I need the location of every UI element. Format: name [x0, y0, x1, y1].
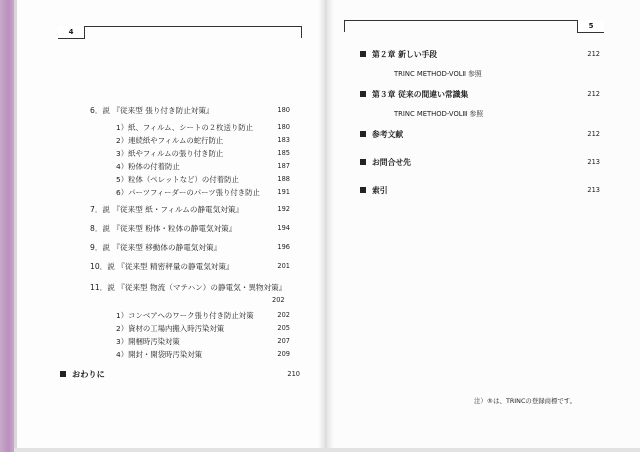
- right-page-header: [344, 20, 604, 33]
- toc-entry-title: TRINC METHOD-VOLⅡ 参照: [394, 70, 482, 78]
- toc-entry-title: TRINC METHOD-VOLⅢ 参照: [394, 110, 484, 118]
- toc-entry-page: 185: [277, 149, 290, 157]
- toc-entry-page: 212: [587, 50, 600, 58]
- toc-entry-label: [360, 50, 437, 59]
- toc-entry-title: 10．説 『従来型 精密秤量の静電気対策』: [90, 262, 234, 271]
- toc-entry-page: 196: [277, 243, 290, 251]
- toc-entry-title: 5）粒体（ペレットなど）の付着防止: [116, 175, 239, 184]
- header-divider: [344, 20, 345, 32]
- toc-entry-page: 201: [277, 262, 290, 270]
- toc-entry-page: 213: [587, 186, 600, 194]
- square-bullet-icon: [360, 91, 366, 97]
- square-bullet-icon: [360, 131, 366, 137]
- toc-entry-page: 212: [587, 130, 600, 138]
- toc-entry-title: 11．説 『従来型 物流（マテハン）の静電気・異物対策』: [90, 283, 287, 292]
- toc-entry-title: 1）コンベアへのワーク張り付き防止対策: [116, 311, 254, 320]
- toc-entry-page: 183: [277, 136, 290, 144]
- toc-entry-title: 6．説 『従来型 張り付き防止対策』: [90, 106, 214, 115]
- square-bullet-icon: [360, 159, 366, 165]
- toc-entry-page: 188: [277, 175, 290, 183]
- toc-entry-page: 192: [277, 205, 290, 213]
- toc-entry-label: [360, 130, 403, 139]
- toc-entry-page: 180: [277, 106, 290, 114]
- right-page-number: 5: [577, 20, 604, 33]
- bottom-shadow: [14, 448, 640, 452]
- toc-entry-title: 3）紙やフィルムの張り付き防止: [116, 149, 224, 158]
- left-page-number: 4: [58, 26, 85, 39]
- toc-entry-title: 8．説 『従来型 粉体・粒体の静電気対策』: [90, 224, 237, 233]
- toc-entry-page: 212: [587, 90, 600, 98]
- left-page-edge: [0, 0, 14, 452]
- toc-entry-label: [360, 90, 468, 99]
- toc-entry-label: [360, 186, 388, 195]
- toc-entry-label: [394, 70, 482, 79]
- toc-entry-title: 4）開封・開袋時汚染対策: [116, 350, 203, 359]
- toc-entry-title: 第３章 従来の間違い常識集: [372, 90, 469, 99]
- footnote: 注）®は、TRINCの登録商標です。: [474, 397, 577, 405]
- toc-entry-page: 187: [277, 162, 290, 170]
- right-page: [326, 0, 640, 452]
- square-bullet-icon: [60, 371, 66, 377]
- left-page-header: [58, 26, 302, 39]
- toc-entry-title: 索引: [372, 186, 388, 195]
- edge-shadow: [14, 0, 17, 452]
- toc-entry-title: 4）粉体の付着防止: [116, 162, 180, 171]
- toc-entry-title: 2）資材の工場内搬入時汚染対策: [116, 324, 225, 333]
- toc-entry-page: 194: [277, 224, 290, 232]
- toc-entry-page: 205: [277, 324, 290, 332]
- toc-entry-title: 3）開梱時汚染対策: [116, 337, 180, 346]
- toc-entry-page: 210: [287, 370, 300, 378]
- toc-entry-title: 9．説 『従来型 移動体の静電気対策』: [90, 243, 222, 252]
- toc-entry-label: [360, 158, 411, 167]
- toc-entry-label: [394, 110, 483, 119]
- toc-entry-title: 6）パーツフィーダーのパーツ張り付き防止: [116, 188, 260, 197]
- book-gutter: [318, 0, 334, 452]
- square-bullet-icon: [360, 51, 366, 57]
- toc-entry-title: お問合せ先: [372, 158, 411, 167]
- header-divider: [301, 26, 302, 38]
- toc-entry-page: 209: [277, 350, 290, 358]
- square-bullet-icon: [360, 187, 366, 193]
- toc-entry-title: 参考文献: [372, 130, 404, 139]
- toc-entry-title: 1）紙、フィルム、シートの２枚送り防止: [116, 123, 254, 132]
- toc-entry-page: 207: [277, 337, 290, 345]
- toc-entry-title: 第２章 新しい手段: [372, 50, 438, 59]
- toc-entry-title: 2）連続紙やフィルムの蛇行防止: [116, 136, 224, 145]
- toc-entry-title: 7．説 『従来型 紙・フィルムの静電気対策』: [90, 205, 244, 214]
- toc-entry-page: 191: [277, 188, 290, 196]
- toc-entry-page: 202: [272, 296, 285, 304]
- toc-entry-page: 202: [277, 311, 290, 319]
- toc-entry-page: 180: [277, 123, 290, 131]
- header-divider: [84, 26, 85, 38]
- toc-entry-page: 213: [587, 158, 600, 166]
- toc-entry-title: おわりに: [72, 369, 105, 379]
